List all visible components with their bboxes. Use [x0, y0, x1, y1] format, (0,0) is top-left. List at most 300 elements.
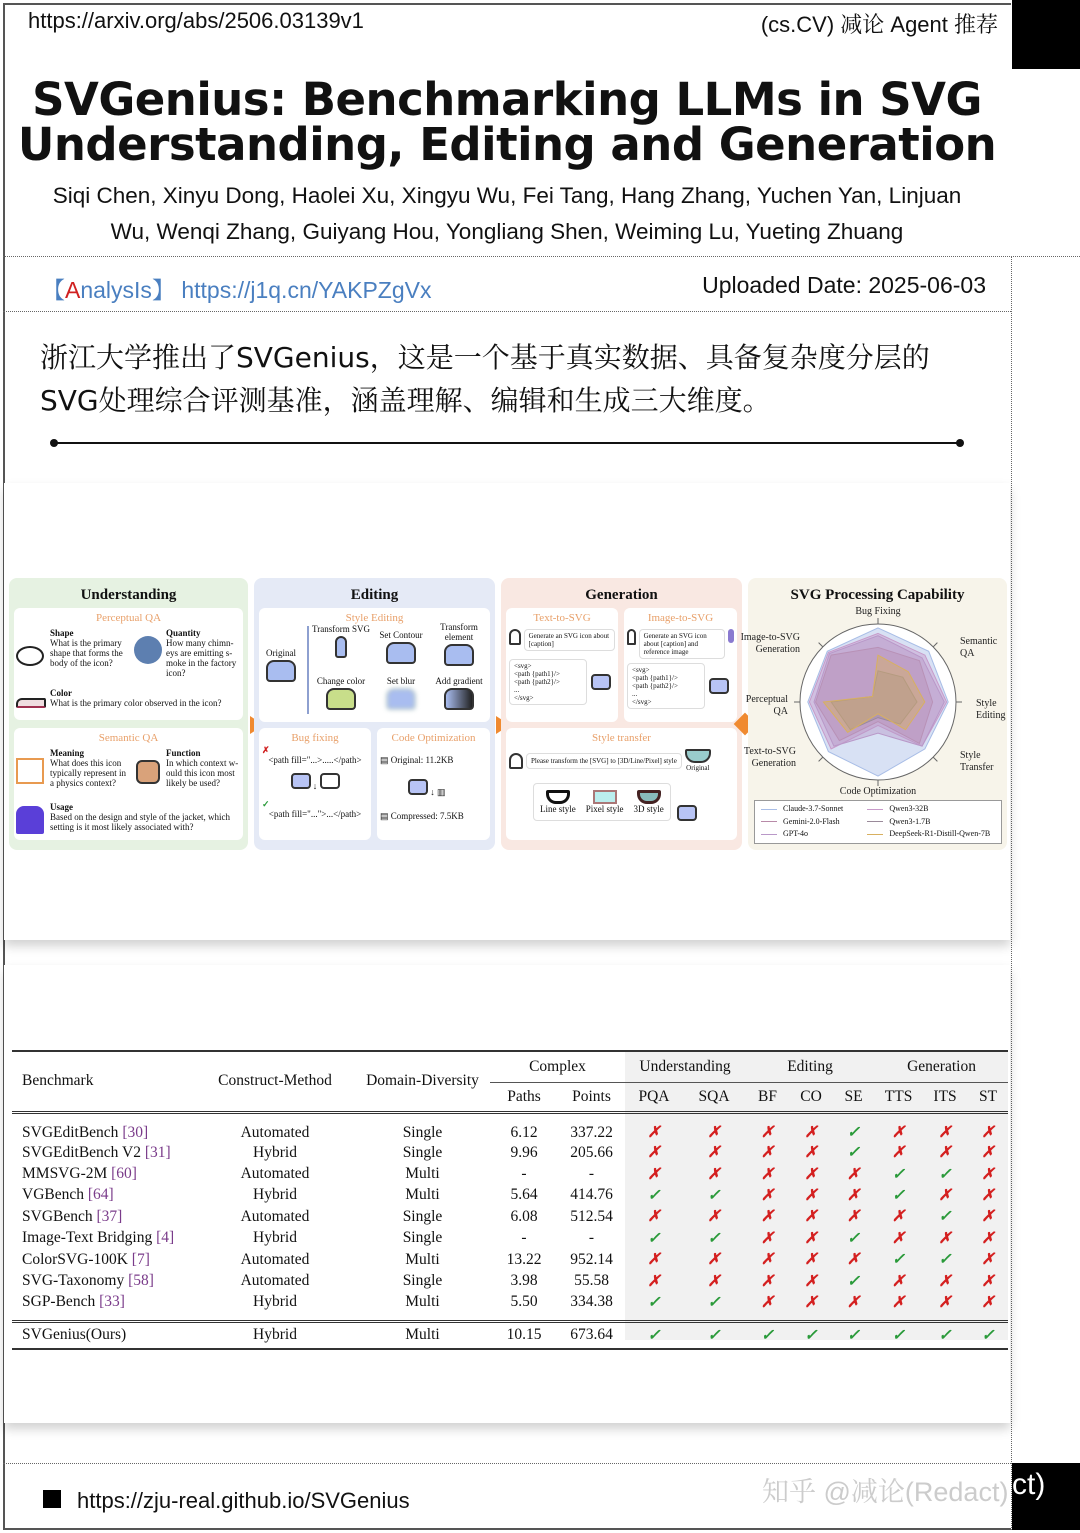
cross-icon: ✗ — [761, 1165, 775, 1183]
usage-question — [50, 802, 240, 832]
benchmark-name — [12, 1142, 195, 1163]
cross-icon: ✗ — [804, 1186, 818, 1204]
style-transfer — [506, 728, 737, 840]
cross-icon: ✗ — [804, 1208, 818, 1226]
label: Shape — [50, 628, 74, 638]
col-its: ITS — [933, 1087, 957, 1105]
mask-icon — [546, 790, 570, 804]
car-icon — [266, 660, 296, 682]
separator-dot — [50, 439, 58, 447]
cross-icon: ✗ — [981, 1186, 995, 1204]
cross-icon: ✗ — [804, 1272, 818, 1290]
check-icon: ✓ — [707, 1293, 721, 1311]
cross-icon: ✗ — [981, 1229, 995, 1247]
robot-icon — [677, 805, 697, 821]
legend-item — [761, 816, 867, 829]
cross-icon: ✗ — [804, 1124, 818, 1141]
col-pqa: PQA — [638, 1087, 670, 1105]
code: </svg> — [514, 694, 534, 702]
benchmark-name — [12, 1206, 195, 1227]
cell-domain: Multi — [405, 1186, 440, 1204]
subpanel-title: Code Optimization — [391, 732, 476, 744]
subpanel-title: Text-to-SVG — [533, 612, 591, 624]
col-points: Points — [572, 1087, 611, 1105]
check-icon: ✓ — [938, 1326, 952, 1344]
car-icon — [444, 688, 474, 710]
subpanel-title: Semantic QA — [98, 732, 159, 744]
cross-icon: ✗ — [707, 1165, 721, 1183]
subpanel-title: Image-to-SVG — [647, 612, 714, 624]
label: Color — [50, 688, 72, 698]
radar-axis-tick — [819, 757, 823, 761]
check-icon: ✓ — [938, 1251, 952, 1269]
cell-points: 334.38 — [570, 1293, 613, 1311]
corner-block — [1012, 0, 1080, 69]
citation-link[interactable]: [31] — [144, 1143, 171, 1161]
panel-title: Understanding — [80, 587, 177, 603]
citation-link[interactable]: [33] — [99, 1293, 125, 1311]
legend-item — [761, 828, 867, 841]
citation-link[interactable]: [60] — [111, 1165, 137, 1183]
cell-points: - — [588, 1229, 595, 1247]
subpanel-title: Style transfer — [592, 732, 651, 744]
label: Original — [686, 764, 710, 772]
label: 3D style — [633, 804, 664, 814]
cross-icon: ✗ — [761, 1293, 775, 1311]
analysis-url[interactable]: https://j1q.cn/YAKPZgVx — [181, 277, 432, 303]
col-co: CO — [800, 1087, 822, 1105]
cross-icon: ✗ — [938, 1272, 952, 1290]
citation-link[interactable]: [58] — [128, 1272, 154, 1290]
authors-line2: Wu, Wenqi Zhang, Guiyang Hou, Yongliang Shen, Weiming Lu, Yueting Zhuang — [110, 219, 904, 244]
citation-link[interactable]: [37] — [96, 1207, 123, 1225]
cross-icon: ✗ — [938, 1124, 952, 1141]
quantity-question — [166, 628, 242, 678]
citation-link[interactable]: [4] — [156, 1229, 175, 1247]
label: Original — [266, 648, 296, 658]
radar-axis-label: Bug Fixing — [855, 606, 901, 617]
label: Line style — [540, 804, 576, 814]
cell-paths: 3.98 — [510, 1272, 538, 1290]
jacket-icon — [16, 806, 44, 834]
authors-line1: Siqi Chen, Xinyu Dong, Haolei Xu, Xingyu Wu, Fei Tang, Hang Zhang, Yuchen Yan, Linjuan — [52, 183, 962, 208]
panel-title: Generation — [585, 587, 658, 603]
panel-generation — [501, 578, 742, 850]
check-icon: ✓ — [707, 1326, 721, 1344]
shape-question — [50, 628, 126, 668]
legend-item — [867, 816, 995, 829]
legend-item — [867, 828, 995, 841]
cell-method: Hybrid — [253, 1293, 297, 1311]
summary-line2: SVG处理综合评测基准，涵盖理解、编辑和生成三大维度。 — [40, 384, 771, 417]
divider — [3, 1463, 1011, 1464]
benchmark-name — [12, 1249, 195, 1270]
table-row-ours — [12, 1321, 1008, 1349]
compressed-size: Compressed: 7.5KB — [390, 811, 464, 821]
cross-icon: ✗ — [707, 1208, 721, 1226]
code: <svg> — [514, 662, 532, 670]
car-icon — [444, 644, 474, 666]
cell-method: Automated — [240, 1207, 310, 1225]
table-row — [12, 1228, 1008, 1249]
cross-icon: ✗ — [981, 1144, 995, 1162]
legend-swatch — [867, 809, 883, 810]
cross-icon: ✗ — [262, 745, 270, 755]
col-group-understanding: Understanding — [625, 1051, 745, 1082]
plum-icon — [728, 629, 734, 643]
user-icon — [509, 753, 523, 769]
check-icon: ✓ — [892, 1165, 906, 1183]
cell-paths: 10.15 — [506, 1326, 542, 1344]
cell-paths: 5.64 — [510, 1186, 538, 1204]
robot-icon — [408, 779, 428, 795]
divider-vertical — [1011, 256, 1012, 1530]
subpanel-title: Perceptual QA — [95, 612, 162, 624]
benchmark-name — [12, 1292, 195, 1313]
cell-domain: Single — [402, 1229, 443, 1247]
col-benchmark: Benchmark — [22, 1072, 94, 1090]
cell-domain: Single — [402, 1272, 443, 1290]
divider — [3, 311, 1011, 312]
cross-icon: ✗ — [761, 1208, 775, 1226]
spacer — [12, 1313, 1008, 1321]
legend-label: DeepSeek-R1-Distill-Qwen-7B — [889, 829, 991, 839]
check-icon: ✓ — [847, 1144, 861, 1162]
label: Transform element — [440, 622, 478, 642]
check-icon: ✓ — [804, 1326, 818, 1344]
col-group-editing: Editing — [745, 1051, 875, 1082]
panel-understanding — [9, 578, 248, 850]
bracket: 【 — [42, 277, 65, 303]
bracket: 】 — [151, 277, 175, 303]
question: Based on the design and style of the jacket, which setting is it most likely associated with? — [50, 812, 230, 832]
col-group-complex: Complex — [490, 1051, 625, 1082]
prompt: Generate an SVG icon about [caption] and reference image — [639, 629, 725, 659]
function-question — [166, 748, 242, 788]
prompt: Please transform the [SVG] to [3D/Line/Pixel] style — [526, 753, 682, 769]
cross-icon: ✗ — [981, 1293, 995, 1311]
check-icon: ✓ — [892, 1186, 906, 1204]
table-row — [12, 1206, 1008, 1227]
name: SVGEditBench V2 — [22, 1143, 141, 1161]
prompt: Generate an SVG icon about [caption] — [524, 629, 615, 651]
radar-legend — [754, 800, 1002, 844]
radar-axis-label: Style Transfer — [960, 750, 994, 773]
cross-icon: ✗ — [761, 1124, 775, 1141]
legend-label: Claude-3.7-Sonnet — [783, 804, 844, 813]
check-icon: ✓ — [981, 1326, 995, 1344]
color-question — [50, 688, 240, 708]
code-optimization: Code Optimization ▤ Original: 11.2KB ↓ ▥ ▤ Compressed: 7.5KB — [377, 728, 490, 840]
cell-domain: Single — [402, 1143, 443, 1161]
cell-domain: Multi — [405, 1165, 440, 1183]
name: SVGBench — [22, 1207, 93, 1225]
cross-icon: ✗ — [707, 1124, 721, 1141]
legend-item — [867, 803, 995, 816]
cross-icon: ✗ — [647, 1208, 661, 1226]
question: In which context w-ould this icon most likely be used? — [166, 758, 239, 788]
text-to-svg — [506, 608, 618, 722]
mask-icon — [637, 790, 661, 804]
radar-chart — [740, 602, 1007, 798]
legend-label: Gemini-2.0-Flash — [783, 816, 840, 826]
cross-icon: ✗ — [892, 1124, 906, 1141]
code: </svg> — [632, 698, 652, 706]
cross-icon: ✗ — [938, 1144, 952, 1162]
radar-axis-label: Image-to-SVG Generation — [740, 632, 800, 655]
cell-domain: Multi — [405, 1250, 440, 1268]
cell-paths: 6.08 — [510, 1207, 538, 1225]
cross-icon: ✗ — [761, 1229, 775, 1247]
planet-icon — [16, 646, 44, 666]
cross-icon: ✗ — [892, 1293, 906, 1311]
radar-axis-label: Perceptual QA — [745, 694, 788, 717]
table-row — [12, 1142, 1008, 1163]
cross-icon: ✗ — [847, 1251, 861, 1269]
cell-domain: Single — [402, 1207, 443, 1225]
mask-icon — [685, 749, 711, 763]
name: Image-Text Bridging — [22, 1229, 153, 1247]
bullet-square-icon — [43, 1490, 61, 1508]
benchmark-name — [12, 1185, 195, 1206]
cell-points: 414.76 — [570, 1186, 613, 1204]
analysis-label: nalysIs — [80, 277, 152, 303]
col-group-generation: Generation — [875, 1051, 1008, 1082]
legend-item — [761, 803, 867, 816]
cross-icon: ✗ — [938, 1186, 952, 1204]
check-icon: ✓ — [892, 1326, 906, 1344]
question: What is the primary color observed in the icon? — [50, 698, 222, 708]
legend-label: Qwen3-1.7B — [889, 816, 931, 826]
cradle-icon — [16, 758, 44, 784]
code: <svg> — [632, 666, 650, 674]
cell-method: Automated — [240, 1272, 310, 1290]
cross-icon: ✗ — [761, 1272, 775, 1290]
check-icon: ✓ — [847, 1272, 861, 1290]
analysis-link-row[interactable] — [42, 272, 431, 305]
legend-swatch — [761, 821, 777, 822]
question: How many chimn-eys are emitting s-moke in the factory icon? — [166, 638, 237, 678]
check-icon: ✓ — [938, 1208, 952, 1226]
check-icon: ✓ — [647, 1326, 661, 1344]
scan-icon — [320, 773, 340, 789]
cross-icon: ✗ — [647, 1124, 661, 1141]
citation-link[interactable]: [64] — [87, 1186, 114, 1204]
col-paths: Paths — [507, 1087, 541, 1105]
cross-icon: ✗ — [804, 1144, 818, 1162]
cell-method: Automated — [240, 1165, 310, 1183]
radar-axis-label: Code Optimization — [839, 786, 917, 797]
label: Function — [166, 748, 201, 758]
name: MMSVG-2M — [22, 1165, 108, 1183]
cell-paths: - — [521, 1165, 527, 1183]
cross-icon: ✗ — [761, 1144, 775, 1162]
legend-swatch — [761, 834, 777, 835]
watermark: 知乎 @减论(Redact) — [762, 1477, 1009, 1507]
cell-paths: 6.12 — [510, 1124, 538, 1141]
radar-axis-label: Style Editing — [976, 698, 1006, 721]
perceptual-qa — [14, 608, 243, 720]
subpanel-title: Bug fixing — [291, 732, 339, 744]
cross-icon: ✗ — [647, 1144, 661, 1162]
cross-icon: ✗ — [892, 1144, 906, 1162]
check-icon: ✓ — [647, 1186, 661, 1204]
cross-icon: ✗ — [707, 1272, 721, 1290]
label: Transform SVG — [312, 624, 370, 634]
cross-icon: ✗ — [804, 1251, 818, 1269]
cell-paths: 9.96 — [510, 1143, 538, 1161]
cross-icon: ✗ — [847, 1208, 861, 1226]
cross-icon: ✗ — [938, 1229, 952, 1247]
cell-domain: Single — [402, 1124, 443, 1141]
citation-link[interactable]: [7] — [131, 1250, 150, 1268]
radar-axis-label: Semantic QA — [960, 636, 998, 659]
radar-axis-tick — [933, 643, 937, 647]
cell-points: 673.64 — [570, 1326, 613, 1344]
benchmark-name — [12, 1112, 195, 1142]
original-size: Original: 11.2KB — [390, 755, 454, 765]
benchmark-name — [12, 1228, 195, 1249]
shoe-icon — [16, 698, 46, 708]
check-icon: ✓ — [761, 1326, 775, 1344]
check-icon: ✓ — [892, 1251, 906, 1269]
radar-axis-tick — [819, 643, 823, 647]
cross-icon: ✗ — [647, 1251, 661, 1269]
cross-icon: ✗ — [847, 1165, 861, 1183]
code-good: <path fill="...">...</path> — [268, 809, 362, 819]
panel-radar — [740, 578, 1007, 850]
table-row — [12, 1249, 1008, 1270]
cross-icon: ✗ — [847, 1293, 861, 1311]
label: Set Contour — [379, 630, 423, 640]
table-row — [12, 1292, 1008, 1313]
cross-icon: ✗ — [647, 1272, 661, 1290]
cross-icon: ✗ — [981, 1272, 995, 1290]
cross-icon: ✗ — [804, 1165, 818, 1183]
check-icon: ✓ — [847, 1229, 861, 1247]
name: SGP-Bench — [22, 1293, 96, 1311]
cross-icon: ✗ — [761, 1251, 775, 1269]
col-bf: BF — [758, 1087, 777, 1105]
cross-icon: ✗ — [981, 1124, 995, 1141]
cell-method: Hybrid — [253, 1326, 297, 1344]
benchmark-name — [12, 1321, 195, 1349]
check-icon: ✓ — [647, 1229, 661, 1247]
panel-editing — [254, 578, 495, 850]
cross-icon: ✗ — [707, 1144, 721, 1162]
robot-icon — [709, 678, 729, 694]
paper-title-line1: SVGenius: Benchmarking LLMs in SVG — [32, 73, 982, 126]
name: VGBench — [22, 1186, 84, 1204]
label: Usage — [50, 802, 73, 812]
name: ColorSVG-100K — [22, 1250, 128, 1268]
robot-icon — [291, 773, 311, 789]
cell-points: - — [588, 1165, 595, 1183]
bug-fixing: Bug fixing ✗ <path fill="...>.....</path> ↓ ✓ <path fill="...">...</path> — [259, 728, 371, 840]
robot-icon — [591, 674, 611, 690]
cross-icon: ✗ — [981, 1251, 995, 1269]
cell-points: 205.66 — [570, 1143, 613, 1161]
question: What is the primary shape that forms the body of the icon? — [50, 638, 123, 668]
cross-icon: ✗ — [847, 1186, 861, 1204]
radar-axis-label: Text-to-SVG Generation — [743, 746, 796, 769]
project-url[interactable]: https://zju-real.github.io/SVGenius — [77, 1488, 410, 1513]
cross-icon: ✗ — [761, 1186, 775, 1204]
cross-icon: ✗ — [981, 1165, 995, 1183]
col-sqa: SQA — [698, 1087, 730, 1105]
label: Change color — [316, 676, 366, 686]
label: Meaning — [50, 748, 85, 758]
cross-icon: ✗ — [892, 1272, 906, 1290]
check-icon: ✓ — [847, 1124, 861, 1141]
legend-swatch — [761, 809, 777, 810]
code: <path {path1}/> — [514, 670, 560, 678]
cell-method: Hybrid — [253, 1143, 297, 1161]
user-icon — [627, 629, 636, 645]
car-icon — [335, 636, 347, 658]
code: ... — [632, 690, 638, 698]
cross-icon: ✗ — [938, 1293, 952, 1311]
user-icon — [509, 629, 521, 645]
arxiv-link[interactable]: https://arxiv.org/abs/2506.03139v1 — [28, 8, 364, 33]
analysis-initial: A — [65, 277, 81, 303]
table-row — [12, 1163, 1008, 1184]
label: Pixel style — [585, 804, 624, 814]
cell-points: 512.54 — [570, 1207, 613, 1225]
cell-paths: 5.50 — [510, 1293, 538, 1311]
citation-link[interactable]: [30] — [122, 1124, 149, 1141]
cell-points: 337.22 — [570, 1124, 613, 1141]
check-icon: ✓ — [707, 1229, 721, 1247]
car-icon — [386, 642, 416, 664]
table-row — [12, 1270, 1008, 1291]
cell-points: 55.58 — [574, 1272, 609, 1290]
cell-method: Hybrid — [253, 1186, 297, 1204]
col-se: SE — [844, 1087, 863, 1105]
summary-line1: 浙江大学推出了SVGenius，这是一个基于真实数据、具备复杂度分层的 — [40, 341, 930, 374]
cell-paths: - — [521, 1229, 527, 1247]
separator-line — [52, 442, 962, 444]
radar-axis-tick — [933, 757, 937, 761]
cross-icon: ✗ — [647, 1165, 661, 1183]
code: <path {path2}/> — [632, 682, 678, 690]
legend-label: Qwen3-32B — [889, 804, 929, 813]
question: What does this icon typically represent in a physics context? — [50, 758, 126, 788]
panel-title: Editing — [350, 587, 399, 603]
label: Set blur — [386, 676, 416, 686]
car-icon — [326, 688, 356, 710]
col-st: ST — [979, 1087, 998, 1105]
image-to-svg — [624, 608, 737, 722]
code: <path {path2}/> — [514, 678, 560, 686]
label: Add gradient — [435, 676, 483, 686]
factory-icon — [134, 636, 162, 664]
check-icon: ✓ — [707, 1186, 721, 1204]
car-icon — [386, 688, 416, 710]
cell-domain: Multi — [405, 1326, 440, 1344]
cross-icon: ✗ — [804, 1293, 818, 1311]
legend-swatch — [867, 821, 883, 822]
separator-dot — [956, 439, 964, 447]
table-row — [12, 1112, 1008, 1142]
name: SVG-Taxonomy — [22, 1272, 125, 1290]
col-construct-method: Construct-Method — [218, 1072, 332, 1090]
check-icon: ✓ — [262, 799, 270, 809]
code-bad: <path fill="...>.....</path> — [268, 755, 362, 765]
legend-swatch — [867, 834, 883, 835]
corner-text: ct) — [1012, 1468, 1046, 1501]
subpanel-title: Style Editing — [345, 612, 404, 624]
